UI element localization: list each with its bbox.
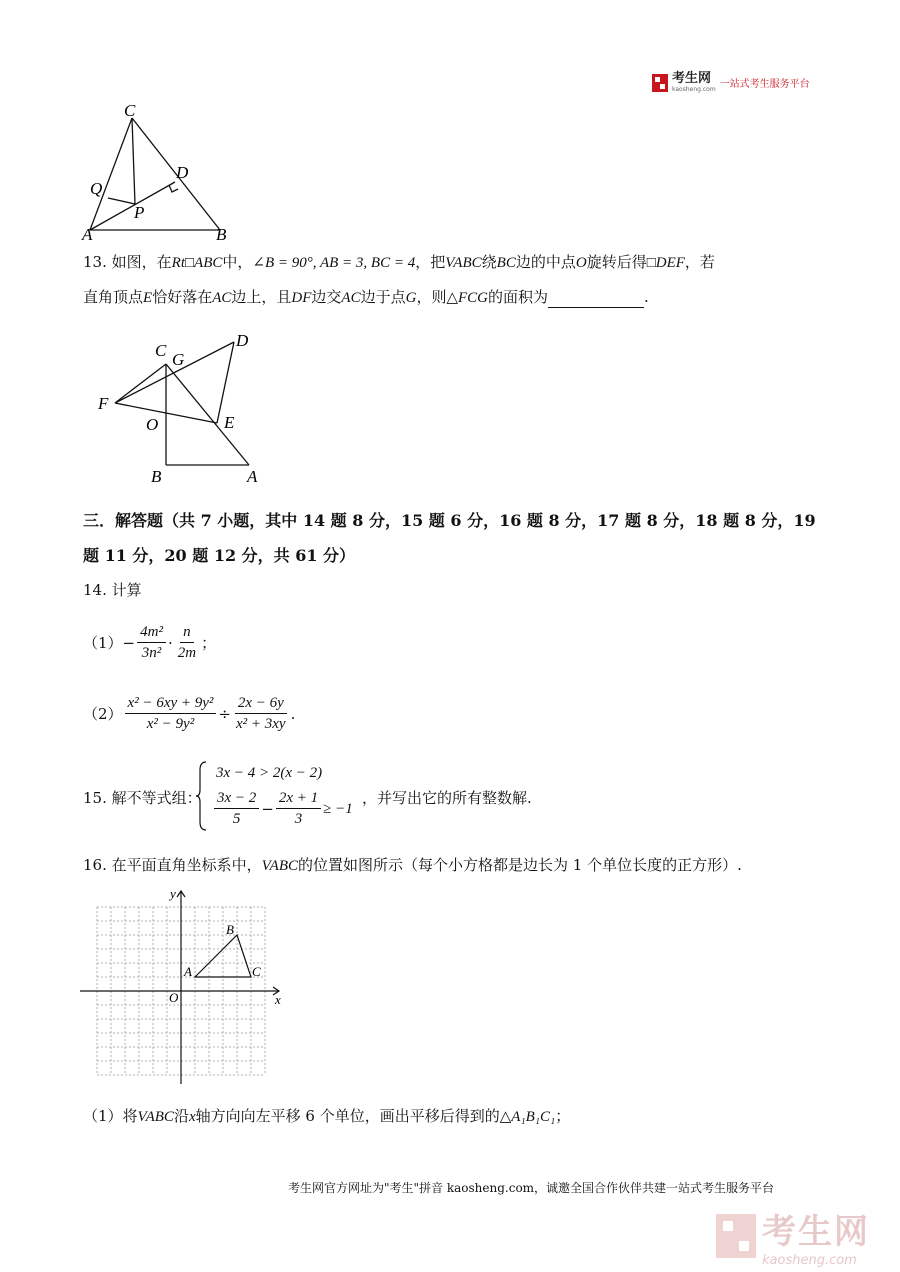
label-b: B [216,225,227,242]
segment-ad [90,182,175,230]
q15-brace [196,760,206,832]
label-g: G [172,350,185,369]
label-a: A [184,964,192,979]
label-p: P [134,203,145,222]
figure-q16-grid [78,884,288,1089]
q16-intro: 16. 在平面直角坐标系中，VABC的位置如图所示（每个小方格都是边长为 1 个单位长度的正方形）. [83,856,742,874]
segment-cp [132,118,135,204]
label-o: O [169,990,179,1005]
label-c: C [252,964,261,979]
right-angle-mark [169,185,178,192]
q13-line2: 直角顶点E恰好落在AC边上，且DF边交AC边于点G，则△FCG的面积为 . [83,288,649,306]
edge-ca [166,364,249,465]
label-a: A [247,467,258,486]
kaosheng-logo-icon [652,74,668,92]
q13-line1: 13. 如图，在Rt□ABC中，∠B = 90°, AB = 3, BC = 4，把VABC绕BC边的中点O旋转后得□DEF，若 [83,253,715,271]
label-a: A [82,225,93,242]
fraction: $\frac{3x - 2}{5}$ [214,788,259,829]
watermark-logo-icon [716,1214,756,1258]
fraction: $\frac{2x - 6y}{\text{x² + 3xy}}$ [236,695,286,732]
label-d: D [176,163,189,182]
answer-blank[interactable] [548,291,644,308]
fraction: $\frac{n}{2m}$ [177,624,197,661]
label-x: x [275,992,281,1007]
figure-q12 [80,100,240,242]
label-b: B [226,922,234,937]
edge-fc [115,364,166,403]
header-logo [652,72,810,93]
label-d: D [236,332,249,350]
q14-title: 14. 计算 [83,581,142,599]
edge-ac [90,118,132,230]
label-e: E [224,413,235,432]
figure-q13 [92,332,272,492]
label-f: F [98,394,109,413]
segment-qp [108,198,135,204]
q14-part2: （2） $\frac{\text{x² − 6xy + 9y²}}{\text{x² − 9y²}}$ ÷ $\frac{2x - 6y}{\text{x² + 3xy}}$ . [83,695,296,732]
q15-inequality-1: 3x − 4 > 2(x − 2) [216,765,323,781]
q15-tail: ，并写出它的所有整数解. [362,789,532,807]
brand-url: kaosheng.com [672,86,716,93]
edge-de [217,342,234,423]
q15-title: 15. 解不等式组： [83,789,202,807]
label-c: C [124,101,136,120]
brand-slogan: 一站式考生服务平台 [719,79,810,90]
watermark-url: kaosheng.com [762,1253,857,1268]
label-o: O [146,415,159,434]
fraction: $\frac{2x + 1}{3}$ [276,788,321,829]
label-c: C [155,341,167,360]
label-b: B [151,467,162,486]
footer-text: 考生网官方网址为"考生"拼音 kaosheng.com，诚邀全国合作伙伴共建一站式考生服务平台 [288,1181,775,1195]
label-q: Q [90,179,103,198]
q16-part1: （1）将VABC沿x轴方向向左平移 6 个单位，画出平移后得到的△A₁B₁C₁； [83,1107,571,1125]
section-heading-line2: 题 11 分，20 题 12 分，共 61 分） [83,546,356,565]
watermark [716,1204,870,1268]
label-y: y [170,886,176,901]
fraction: $\frac{\text{4m²}}{\text{3n²}}$ [137,622,166,663]
q14-part1: （1） − $\frac{\text{4m²}}{\text{3n²}}$ · $\frac{n}{2m}$ ； [83,624,217,661]
brand-name: 考生网 [672,71,712,86]
section-heading-line1: 三．解答题（共 7 小题，其中 14 题 8 分，15 题 6 分，16 题 8 分，17 题 8 分，18 题 8 分，19 [83,511,816,530]
q15-inequality-2: $\frac{3x - 2}{5}$ − $\frac{2x + 1}{3}$ ≥ −1 [212,788,353,829]
watermark-name: 考生网 [762,1212,870,1252]
fraction: $\frac{\text{x² − 6xy + 9y²}}{\text{x² − 9y²}}$ [125,693,217,734]
